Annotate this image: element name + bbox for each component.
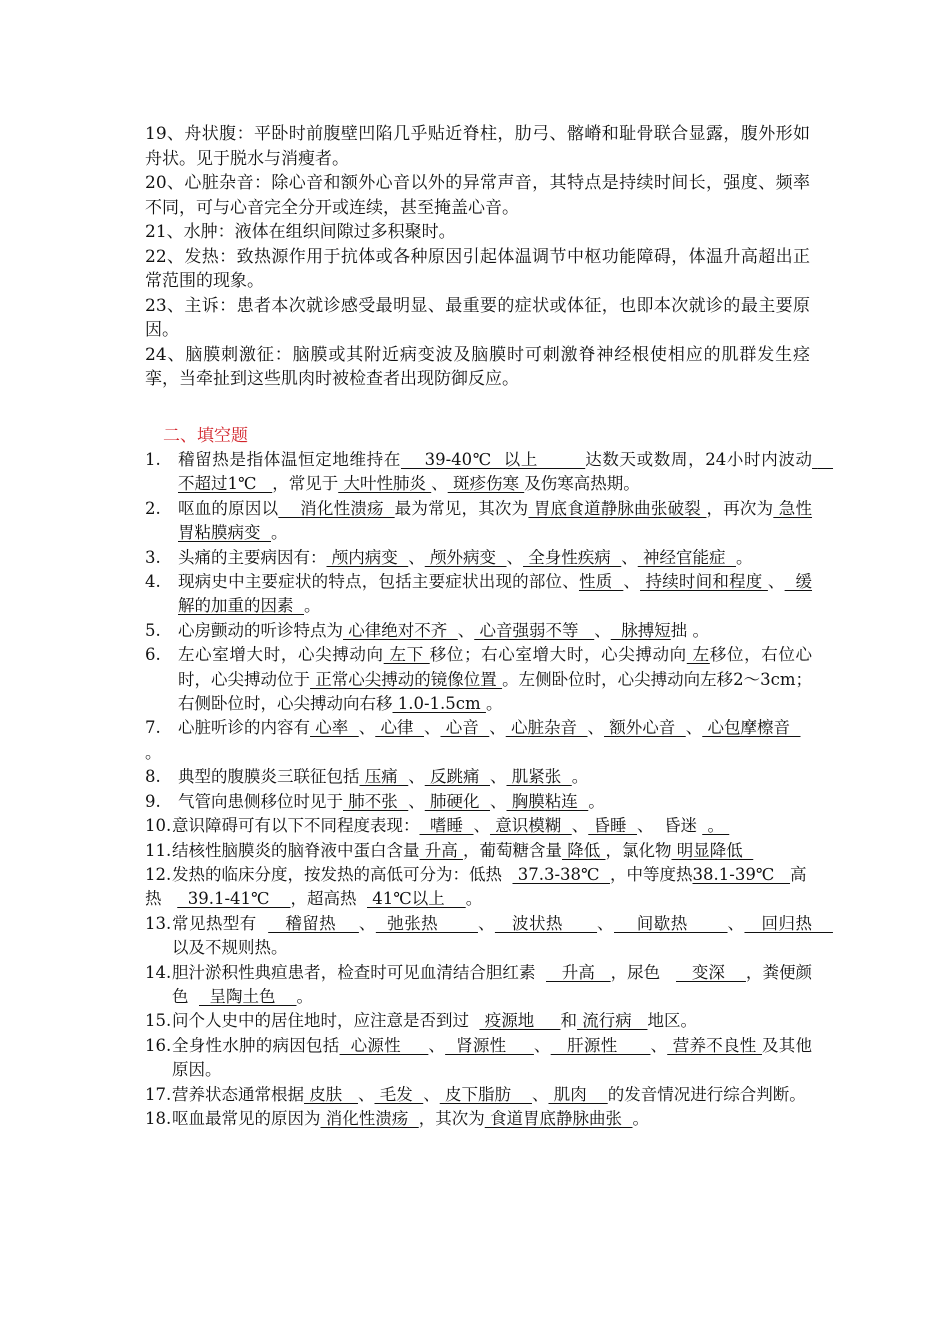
- question-text: 达数天或数周，24小时内波动: [585, 450, 813, 469]
- fill-item: [145, 1034, 812, 1083]
- question-text: 。: [145, 742, 162, 762]
- fill-item-text: [172, 961, 812, 1010]
- question-text: 、: [506, 547, 523, 567]
- question-text: 、: [623, 572, 641, 592]
- blank-answer: 间歇热: [614, 913, 728, 933]
- fill-item-text: [178, 765, 812, 789]
- blank-answer: 肌肉: [548, 1084, 608, 1104]
- question-text: 、: [428, 1035, 446, 1055]
- blank-answer: 性质: [578, 572, 624, 592]
- fill-item-text: [172, 1107, 812, 1131]
- question-text: 、: [424, 718, 441, 738]
- blank-answer: 心源性: [339, 1035, 429, 1055]
- fill-item-number: 14.: [145, 962, 172, 982]
- fill-item-number: 4.: [145, 572, 161, 592]
- blank-answer: 急性胃粘膜病变: [178, 498, 813, 543]
- question-text: 和: [560, 1011, 577, 1031]
- question-text: 、: [358, 913, 376, 933]
- blank-answer: 升高: [419, 840, 463, 860]
- blank-answer: 变深: [676, 962, 746, 982]
- fill-item-text: [178, 643, 812, 716]
- question-text: 气管向患侧移位时见于: [178, 791, 343, 811]
- fill-item-number: 10.: [145, 816, 172, 836]
- question-text: 结核性脑膜炎的脑脊液中蛋白含量: [172, 840, 420, 860]
- question-text: ，氯化物: [605, 840, 672, 860]
- blank-answer: 1.0-1.5cm: [392, 694, 486, 714]
- fill-item-number: 17.: [145, 1084, 172, 1104]
- blank-answer: 持续时间和程度: [640, 572, 768, 592]
- blank-answer: 大叶性肺炎: [338, 474, 432, 494]
- fill-item-text: [178, 790, 812, 814]
- question-text: 营养状态通常根据: [172, 1084, 304, 1104]
- fill-item-text: [172, 839, 812, 863]
- blank-answer: 缓解的加重的因素: [178, 572, 813, 616]
- question-text: 。: [632, 1108, 649, 1128]
- fill-item-number: 6.: [145, 645, 161, 665]
- blank-answer: 升高: [546, 962, 611, 982]
- question-text: ，再次为: [706, 498, 774, 518]
- fill-item-text: [172, 1083, 812, 1107]
- fill-item-text: [178, 570, 812, 619]
- question-text: 。: [296, 986, 313, 1006]
- blank-answer: 37.3-38℃: [512, 864, 611, 884]
- question-text: 的发音情况进行综合判断。: [607, 1084, 806, 1104]
- blank-answer: 稽留热: [268, 913, 359, 933]
- blank-answer: 全身性疾病: [523, 547, 622, 567]
- blank-answer: 心包摩檫音: [702, 718, 801, 738]
- blank-answer: 意识模糊: [489, 816, 572, 836]
- question-text: ，其次为: [418, 1108, 485, 1128]
- fill-item-number: 8.: [145, 767, 161, 787]
- blank-answer: 心音强弱不等: [474, 620, 595, 640]
- question-text: ，中等度热: [610, 864, 693, 884]
- fill-item: [145, 546, 812, 570]
- fill-item-number: 16.: [145, 1035, 172, 1055]
- blank-answer: 胃底食道静脉曲张破裂: [528, 498, 707, 518]
- blank-answer: 昏睡: [588, 816, 637, 836]
- question-text: 、: [767, 572, 785, 592]
- question-text: 、: [533, 1035, 551, 1055]
- fill-item-text: [172, 912, 833, 961]
- fill-item-text: [145, 865, 807, 908]
- question-text: 、: [597, 913, 614, 933]
- question-text: 及伤寒高热期。: [524, 474, 640, 494]
- question-text: 以及不规则热。: [172, 938, 288, 958]
- blank-answer: 。: [702, 816, 730, 836]
- question-text: 、: [357, 1084, 375, 1104]
- fill-item-text: [178, 619, 812, 643]
- fill-item-number: 1.: [145, 450, 161, 469]
- question-text: 、: [489, 718, 506, 738]
- blank-answer: 心律绝对不齐: [343, 620, 458, 640]
- question-text: 常见热型有: [172, 913, 269, 933]
- question-text: 问个人史中的居住地时，应注意是否到过: [172, 1011, 480, 1031]
- fill-item: [145, 765, 812, 789]
- fill-item: [145, 814, 812, 838]
- blank-answer: 流行病: [576, 1011, 648, 1031]
- fill-item-number: 15.: [145, 1011, 172, 1031]
- question-text: 全身性水肿的病因包括: [172, 1035, 340, 1055]
- question-text: 意识障碍可有以下不同程度表现：: [172, 816, 420, 836]
- question-text: 地区。: [647, 1011, 697, 1031]
- question-text: 、: [408, 547, 425, 567]
- fill-item: [145, 912, 833, 961]
- blank-answer: 毛发: [374, 1084, 424, 1104]
- fill-item-text: [172, 814, 812, 838]
- question-text: ，尿色: [610, 962, 677, 982]
- definitions-list: [145, 122, 810, 392]
- blank-answer: 脉搏短: [610, 620, 671, 640]
- question-text: 现病史中主要症状的特点，包括主要症状出现的部位、: [178, 572, 579, 592]
- question-text: 典型的腹膜炎三联征包括: [178, 767, 360, 787]
- blank-answer: 肝源性: [550, 1035, 651, 1055]
- fill-in-list: [145, 448, 834, 1131]
- blank-answer: 斑疹伤寒: [447, 474, 525, 494]
- question-text: 及其他原因。: [172, 1035, 813, 1080]
- question-text: 发热的临床分度，按发热的高低可分为：低热: [172, 864, 513, 884]
- blank-answer: 肾源性: [445, 1035, 534, 1055]
- question-text: 左心室增大时，心尖搏动向: [178, 645, 384, 665]
- blank-answer: 41℃以上: [367, 889, 466, 909]
- blank-answer: 心脏杂音: [505, 718, 588, 738]
- question-text: 、: [490, 791, 507, 811]
- fill-item: [145, 570, 812, 619]
- blank-answer: 颅外病变: [424, 547, 507, 567]
- definition-item: 21、水肿：液体在组织间隙过多积聚时。: [145, 222, 456, 242]
- blank-answer: 疫源地: [479, 1011, 561, 1031]
- blank-answer: 不超过1℃: [178, 450, 834, 494]
- question-text: ，超高热: [290, 889, 367, 909]
- question-text: 。: [465, 889, 483, 909]
- fill-item-number: 3.: [145, 547, 161, 567]
- definition-item: 24、脑膜刺激征：脑膜或其附近病变波及脑膜时可刺激脊神经根使相应的肌群发生痉挛，当牵扯到这些肌肉时被检查者出现防御反应。: [145, 344, 810, 389]
- question-text: 、: [594, 620, 611, 640]
- question-text: 、: [727, 913, 745, 933]
- blank-answer: 左下: [383, 645, 430, 665]
- blank-answer: 反跳痛: [424, 767, 490, 787]
- question-text: 、: [408, 767, 425, 787]
- blank-answer: 心律: [375, 718, 424, 738]
- blank-answer: 神经官能症: [637, 547, 736, 567]
- blank-answer: 心音: [440, 718, 490, 738]
- blank-answer: 明显降低: [671, 840, 754, 860]
- question-text: 拙 。: [670, 620, 709, 640]
- question-text: 移位，右位心时，心尖搏动位于: [178, 645, 813, 689]
- question-text: 心房颤动的听诊特点为: [178, 620, 343, 640]
- fill-item-number: 13.: [145, 913, 172, 933]
- blank-answer: 颅内病变: [326, 547, 409, 567]
- blank-answer: 皮下脂肪: [439, 1084, 532, 1104]
- question-text: 、: [477, 913, 495, 933]
- definition-item: 19、舟状腹：平卧时前腹壁凹陷几乎贴近脊柱，肋弓、髂嵴和耻骨联合显露，腹外形如舟状。见于脱水与消瘦者。: [145, 124, 810, 169]
- question-text: 胆汁淤积性典疸患者，检查时可见血清结合胆红素: [172, 962, 546, 982]
- fill-item-number: 12.: [145, 864, 172, 884]
- question-text: 。: [736, 547, 753, 567]
- fill-item: [145, 716, 812, 765]
- fill-item: [145, 790, 812, 814]
- fill-item-text: [145, 718, 801, 761]
- question-text: 。: [485, 694, 503, 714]
- blank-answer: 波状热: [494, 913, 598, 933]
- question-text: 最为常见，其次为: [394, 498, 529, 518]
- blank-answer: 肌紧张: [506, 767, 572, 787]
- fill-item-number: 11.: [145, 840, 172, 860]
- blank-answer: 嗜睡: [419, 816, 474, 836]
- fill-item-number: 5.: [145, 620, 161, 640]
- question-text: 、: [621, 547, 638, 567]
- fill-item-number: 9.: [145, 791, 161, 811]
- question-text: ，常见于: [272, 474, 339, 494]
- blank-answer: 左: [686, 645, 710, 665]
- blank-answer: 39.1-41℃: [177, 889, 291, 909]
- blank-answer: 胸膜粘连: [506, 791, 589, 811]
- question-text: 、: [358, 718, 376, 738]
- question-text: 、: [531, 1084, 549, 1104]
- question-text: 、: [431, 474, 448, 494]
- blank-answer: 正常心尖搏动的镜像位置: [310, 669, 503, 689]
- question-text: 呕血的原因以: [178, 498, 279, 518]
- blank-answer: 39-40℃ 以上: [400, 450, 586, 469]
- question-text: 、: [490, 767, 507, 787]
- blank-answer: 食道胃底静脉曲张: [484, 1108, 633, 1128]
- question-text: 头痛的主要病因有：: [178, 547, 327, 567]
- blank-answer: 肺硬化: [424, 791, 490, 811]
- fill-item-number: 7.: [145, 718, 161, 738]
- blank-answer: 38.1-39℃: [692, 864, 791, 884]
- fill-item-text: [178, 497, 812, 546]
- question-text: 。: [571, 767, 589, 787]
- question-text: 、: [408, 791, 425, 811]
- question-text: 、: [587, 718, 604, 738]
- fill-item-text: [172, 1009, 812, 1033]
- blank-answer: 肺不张: [343, 791, 409, 811]
- fill-item: [145, 448, 834, 497]
- fill-item: [145, 619, 812, 643]
- blank-answer: 呈陶土色: [199, 986, 297, 1006]
- question-text: 、: [423, 1084, 440, 1104]
- question-text: 。左侧卧位时，心尖搏动向左移2～3cm；右侧卧位时，心尖搏动向右移: [178, 669, 812, 714]
- blank-answer: 心率: [310, 718, 359, 738]
- blank-answer: 额外心音: [604, 718, 686, 738]
- blank-answer: 消化性溃疡: [278, 498, 395, 518]
- fill-item: [145, 1083, 812, 1107]
- fill-item: [145, 643, 812, 716]
- question-text: ，粪便颜色: [172, 962, 812, 1006]
- fill-item: [145, 863, 812, 912]
- question-text: 、: [457, 620, 475, 640]
- fill-item: [145, 1107, 812, 1131]
- question-text: 心脏听诊的内容有: [178, 718, 310, 738]
- question-text: 。: [304, 596, 321, 616]
- fill-item-text: [172, 1034, 812, 1083]
- blank-answer: 回归热: [744, 913, 833, 933]
- question-text: 高热: [145, 864, 807, 909]
- fill-item: [145, 1009, 812, 1033]
- question-text: 稽留热是指体温恒定地维持在: [178, 450, 401, 469]
- fill-item-number: 18.: [145, 1108, 172, 1128]
- blank-answer: 降低: [562, 840, 606, 860]
- blank-answer: 皮肤: [304, 1084, 358, 1104]
- blank-answer: 弛张热: [375, 913, 478, 933]
- blank-answer: 消化性溃疡: [320, 1108, 419, 1128]
- question-text: 呕血最常见的原因为: [172, 1108, 321, 1128]
- blank-answer: 营养不良性: [667, 1035, 763, 1055]
- fill-item: [145, 961, 812, 1010]
- question-text: 、: [473, 816, 490, 836]
- question-text: 、: [650, 1035, 668, 1055]
- fill-item-text: [178, 448, 834, 497]
- definition-item: 20、心脏杂音：除心音和额外心音以外的异常声音，其特点是持续时间长，强度、频率不同，可与心音完全分开或连续，甚至掩盖心音。: [145, 173, 810, 218]
- definition-item: 23、主诉：患者本次就诊感受最明显、最重要的症状或体征，也即本次就诊的最主要原因。: [145, 295, 810, 340]
- definition-item: 22、发热：致热源作用于抗体或各种原因引起体温调节中枢功能障碍，体温升高超出正常范围的现象。: [145, 246, 810, 291]
- question-text: 、: [571, 816, 589, 836]
- question-text: 。: [271, 523, 288, 543]
- question-text: 、 昏迷: [636, 816, 703, 836]
- fill-item-text: [178, 546, 812, 570]
- fill-item: [145, 839, 812, 863]
- question-text: 移位；右心室增大时，心尖搏动向: [429, 645, 687, 665]
- question-text: 。: [588, 791, 605, 811]
- blank-answer: 压痛: [359, 767, 409, 787]
- question-text: ，葡萄糖含量: [463, 840, 562, 860]
- fill-item: [145, 497, 812, 546]
- section-title: 二、填空题: [163, 426, 248, 446]
- question-text: 、: [685, 718, 703, 738]
- fill-item-number: 2.: [145, 498, 161, 518]
